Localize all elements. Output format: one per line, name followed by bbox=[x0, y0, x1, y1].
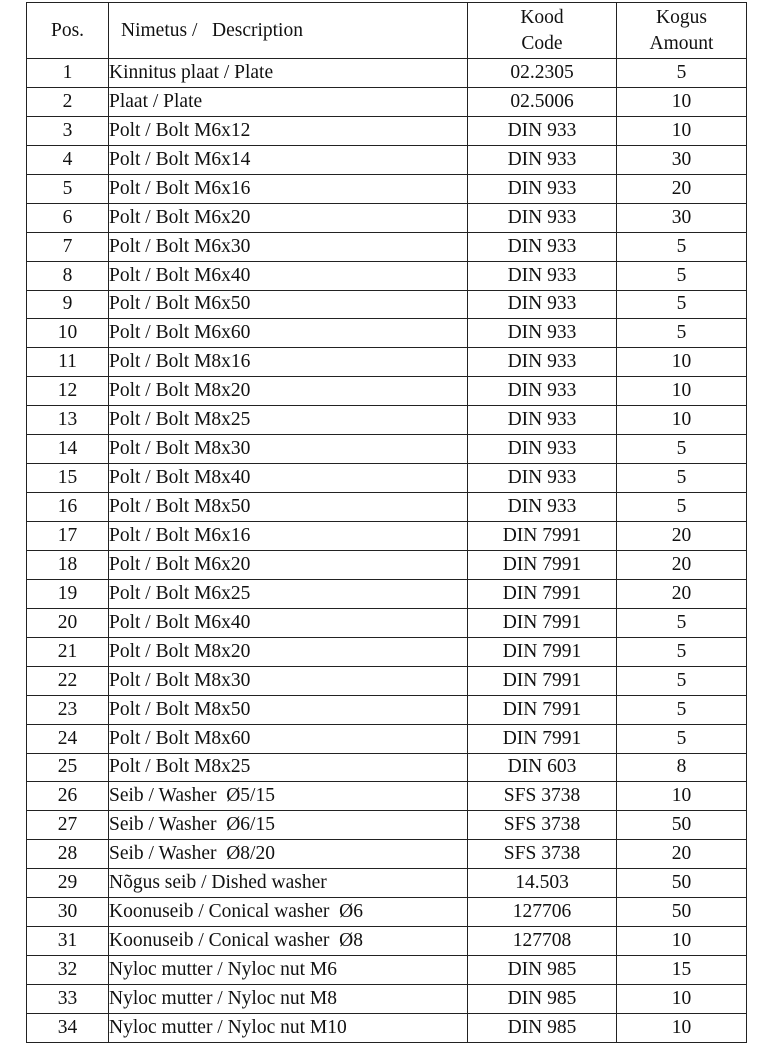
header-description: Nimetus / Description bbox=[109, 3, 468, 59]
code-cell: DIN 985 bbox=[468, 956, 617, 985]
description-cell: Polt / Bolt M6x14 bbox=[109, 145, 468, 174]
code-cell: 02.2305 bbox=[468, 59, 617, 88]
table-row bbox=[27, 174, 747, 203]
description-cell: Polt / Bolt M8x20 bbox=[109, 637, 468, 666]
code-cell: DIN 603 bbox=[468, 753, 617, 782]
table-row bbox=[27, 319, 747, 348]
table-row bbox=[27, 464, 747, 493]
header-code-estonian: Kood bbox=[520, 6, 564, 28]
pos-cell: 7 bbox=[27, 232, 109, 261]
code-cell: DIN 933 bbox=[468, 290, 617, 319]
table-row bbox=[27, 290, 747, 319]
pos-cell: 16 bbox=[27, 493, 109, 522]
table-row bbox=[27, 348, 747, 377]
description-cell: Nyloc mutter / Nyloc nut M10 bbox=[109, 1013, 468, 1042]
description-cell: Seib / Washer Ø5/15 bbox=[109, 782, 468, 811]
pos-cell: 13 bbox=[27, 406, 109, 435]
header-row bbox=[27, 3, 747, 59]
amount-cell: 5 bbox=[617, 464, 747, 493]
pos-cell: 17 bbox=[27, 522, 109, 551]
pos-cell: 19 bbox=[27, 579, 109, 608]
description-cell: Polt / Bolt M6x50 bbox=[109, 290, 468, 319]
description-cell: Polt / Bolt M6x20 bbox=[109, 203, 468, 232]
code-cell: 127706 bbox=[468, 898, 617, 927]
pos-cell: 18 bbox=[27, 550, 109, 579]
header-amount bbox=[617, 3, 747, 59]
header-code-english: Code bbox=[521, 32, 563, 54]
pos-cell: 25 bbox=[27, 753, 109, 782]
code-cell: DIN 933 bbox=[468, 464, 617, 493]
table-row bbox=[27, 116, 747, 145]
table-row bbox=[27, 550, 747, 579]
pos-cell: 29 bbox=[27, 869, 109, 898]
code-cell: DIN 933 bbox=[468, 145, 617, 174]
description-cell: Polt / Bolt M6x20 bbox=[109, 550, 468, 579]
table-row bbox=[27, 435, 747, 464]
amount-cell: 5 bbox=[617, 608, 747, 637]
table-row bbox=[27, 261, 747, 290]
description-cell: Polt / Bolt M6x40 bbox=[109, 261, 468, 290]
pos-cell: 26 bbox=[27, 782, 109, 811]
pos-cell: 23 bbox=[27, 695, 109, 724]
code-cell: SFS 3738 bbox=[468, 811, 617, 840]
pos-cell: 10 bbox=[27, 319, 109, 348]
amount-cell: 20 bbox=[617, 522, 747, 551]
description-cell: Polt / Bolt M8x25 bbox=[109, 406, 468, 435]
description-cell: Polt / Bolt M6x60 bbox=[109, 319, 468, 348]
code-cell: DIN 933 bbox=[468, 406, 617, 435]
description-cell: Polt / Bolt M6x40 bbox=[109, 608, 468, 637]
amount-cell: 5 bbox=[617, 319, 747, 348]
code-cell: SFS 3738 bbox=[468, 840, 617, 869]
pos-cell: 20 bbox=[27, 608, 109, 637]
header-code bbox=[468, 3, 617, 59]
amount-cell: 30 bbox=[617, 203, 747, 232]
pos-cell: 4 bbox=[27, 145, 109, 174]
table-row bbox=[27, 59, 747, 88]
pos-cell: 31 bbox=[27, 927, 109, 956]
amount-cell: 20 bbox=[617, 550, 747, 579]
pos-cell: 8 bbox=[27, 261, 109, 290]
header-pos: Pos. bbox=[27, 3, 109, 59]
code-cell: DIN 933 bbox=[468, 435, 617, 464]
table-row bbox=[27, 724, 747, 753]
code-cell: 127708 bbox=[468, 927, 617, 956]
description-cell: Polt / Bolt M8x50 bbox=[109, 493, 468, 522]
amount-cell: 10 bbox=[617, 1013, 747, 1042]
description-cell: Koonuseib / Conical washer Ø8 bbox=[109, 927, 468, 956]
description-cell: Polt / Bolt M8x50 bbox=[109, 695, 468, 724]
pos-cell: 22 bbox=[27, 666, 109, 695]
table-row bbox=[27, 87, 747, 116]
code-cell: DIN 933 bbox=[468, 116, 617, 145]
description-cell: Polt / Bolt M6x25 bbox=[109, 579, 468, 608]
table-row bbox=[27, 753, 747, 782]
table-row bbox=[27, 145, 747, 174]
amount-cell: 5 bbox=[617, 232, 747, 261]
pos-cell: 12 bbox=[27, 377, 109, 406]
code-cell: DIN 7991 bbox=[468, 550, 617, 579]
pos-cell: 5 bbox=[27, 174, 109, 203]
parts-table bbox=[26, 2, 747, 1043]
pos-cell: 15 bbox=[27, 464, 109, 493]
code-cell: SFS 3738 bbox=[468, 782, 617, 811]
code-cell: DIN 933 bbox=[468, 377, 617, 406]
amount-cell: 8 bbox=[617, 753, 747, 782]
table-row bbox=[27, 927, 747, 956]
description-cell: Polt / Bolt M8x40 bbox=[109, 464, 468, 493]
amount-cell: 20 bbox=[617, 840, 747, 869]
table-row bbox=[27, 666, 747, 695]
description-cell: Polt / Bolt M6x12 bbox=[109, 116, 468, 145]
amount-cell: 5 bbox=[617, 435, 747, 464]
amount-cell: 10 bbox=[617, 927, 747, 956]
code-cell: DIN 7991 bbox=[468, 666, 617, 695]
amount-cell: 5 bbox=[617, 695, 747, 724]
table-row bbox=[27, 782, 747, 811]
code-cell: DIN 985 bbox=[468, 985, 617, 1014]
amount-cell: 50 bbox=[617, 898, 747, 927]
code-cell: DIN 7991 bbox=[468, 695, 617, 724]
code-cell: DIN 7991 bbox=[468, 579, 617, 608]
code-cell: DIN 7991 bbox=[468, 608, 617, 637]
pos-cell: 21 bbox=[27, 637, 109, 666]
table-row bbox=[27, 695, 747, 724]
code-cell: DIN 933 bbox=[468, 493, 617, 522]
table-row bbox=[27, 985, 747, 1014]
amount-cell: 5 bbox=[617, 493, 747, 522]
code-cell: 02.5006 bbox=[468, 87, 617, 116]
description-cell: Polt / Bolt M8x25 bbox=[109, 753, 468, 782]
pos-cell: 32 bbox=[27, 956, 109, 985]
amount-cell: 10 bbox=[617, 406, 747, 435]
table-row bbox=[27, 608, 747, 637]
amount-cell: 10 bbox=[617, 116, 747, 145]
amount-cell: 5 bbox=[617, 637, 747, 666]
pos-cell: 14 bbox=[27, 435, 109, 464]
description-cell: Polt / Bolt M8x20 bbox=[109, 377, 468, 406]
pos-cell: 27 bbox=[27, 811, 109, 840]
description-cell: Polt / Bolt M8x60 bbox=[109, 724, 468, 753]
table-row bbox=[27, 898, 747, 927]
amount-cell: 5 bbox=[617, 59, 747, 88]
pos-cell: 30 bbox=[27, 898, 109, 927]
code-cell: DIN 933 bbox=[468, 319, 617, 348]
description-cell: Polt / Bolt M6x30 bbox=[109, 232, 468, 261]
code-cell: DIN 933 bbox=[468, 232, 617, 261]
amount-cell: 5 bbox=[617, 724, 747, 753]
pos-cell: 1 bbox=[27, 59, 109, 88]
code-cell: DIN 7991 bbox=[468, 637, 617, 666]
pos-cell: 24 bbox=[27, 724, 109, 753]
code-cell: DIN 933 bbox=[468, 348, 617, 377]
description-cell: Seib / Washer Ø8/20 bbox=[109, 840, 468, 869]
pos-cell: 6 bbox=[27, 203, 109, 232]
amount-cell: 10 bbox=[617, 87, 747, 116]
code-cell: DIN 933 bbox=[468, 261, 617, 290]
pos-cell: 34 bbox=[27, 1013, 109, 1042]
header-amount-estonian: Kogus bbox=[656, 6, 707, 28]
description-cell: Polt / Bolt M8x30 bbox=[109, 435, 468, 464]
description-cell: Koonuseib / Conical washer Ø6 bbox=[109, 898, 468, 927]
pos-cell: 33 bbox=[27, 985, 109, 1014]
description-cell: Plaat / Plate bbox=[109, 87, 468, 116]
table-row bbox=[27, 377, 747, 406]
description-cell: Polt / Bolt M6x16 bbox=[109, 174, 468, 203]
description-cell: Nyloc mutter / Nyloc nut M6 bbox=[109, 956, 468, 985]
amount-cell: 10 bbox=[617, 985, 747, 1014]
code-cell: DIN 985 bbox=[468, 1013, 617, 1042]
table-row bbox=[27, 637, 747, 666]
table-row bbox=[27, 840, 747, 869]
pos-cell: 3 bbox=[27, 116, 109, 145]
table-header bbox=[27, 3, 747, 59]
table-body bbox=[27, 59, 747, 1043]
table-row bbox=[27, 1013, 747, 1042]
amount-cell: 5 bbox=[617, 666, 747, 695]
description-cell: Seib / Washer Ø6/15 bbox=[109, 811, 468, 840]
pos-cell: 28 bbox=[27, 840, 109, 869]
table-row bbox=[27, 869, 747, 898]
amount-cell: 10 bbox=[617, 782, 747, 811]
table-row bbox=[27, 956, 747, 985]
code-cell: 14.503 bbox=[468, 869, 617, 898]
amount-cell: 20 bbox=[617, 579, 747, 608]
pos-cell: 2 bbox=[27, 87, 109, 116]
table-row bbox=[27, 811, 747, 840]
table-row bbox=[27, 579, 747, 608]
code-cell: DIN 7991 bbox=[468, 724, 617, 753]
amount-cell: 5 bbox=[617, 290, 747, 319]
description-cell: Nõgus seib / Dished washer bbox=[109, 869, 468, 898]
description-cell: Polt / Bolt M6x16 bbox=[109, 522, 468, 551]
description-cell: Polt / Bolt M8x30 bbox=[109, 666, 468, 695]
amount-cell: 15 bbox=[617, 956, 747, 985]
table-row bbox=[27, 232, 747, 261]
amount-cell: 50 bbox=[617, 869, 747, 898]
code-cell: DIN 933 bbox=[468, 174, 617, 203]
table-row bbox=[27, 493, 747, 522]
description-cell: Nyloc mutter / Nyloc nut M8 bbox=[109, 985, 468, 1014]
code-cell: DIN 7991 bbox=[468, 522, 617, 551]
description-cell: Kinnitus plaat / Plate bbox=[109, 59, 468, 88]
amount-cell: 10 bbox=[617, 377, 747, 406]
table-row bbox=[27, 406, 747, 435]
pos-cell: 11 bbox=[27, 348, 109, 377]
amount-cell: 50 bbox=[617, 811, 747, 840]
pos-cell: 9 bbox=[27, 290, 109, 319]
table-row bbox=[27, 203, 747, 232]
description-cell: Polt / Bolt M8x16 bbox=[109, 348, 468, 377]
amount-cell: 10 bbox=[617, 348, 747, 377]
amount-cell: 5 bbox=[617, 261, 747, 290]
amount-cell: 30 bbox=[617, 145, 747, 174]
code-cell: DIN 933 bbox=[468, 203, 617, 232]
header-amount-english: Amount bbox=[649, 32, 714, 54]
amount-cell: 20 bbox=[617, 174, 747, 203]
table-row bbox=[27, 522, 747, 551]
